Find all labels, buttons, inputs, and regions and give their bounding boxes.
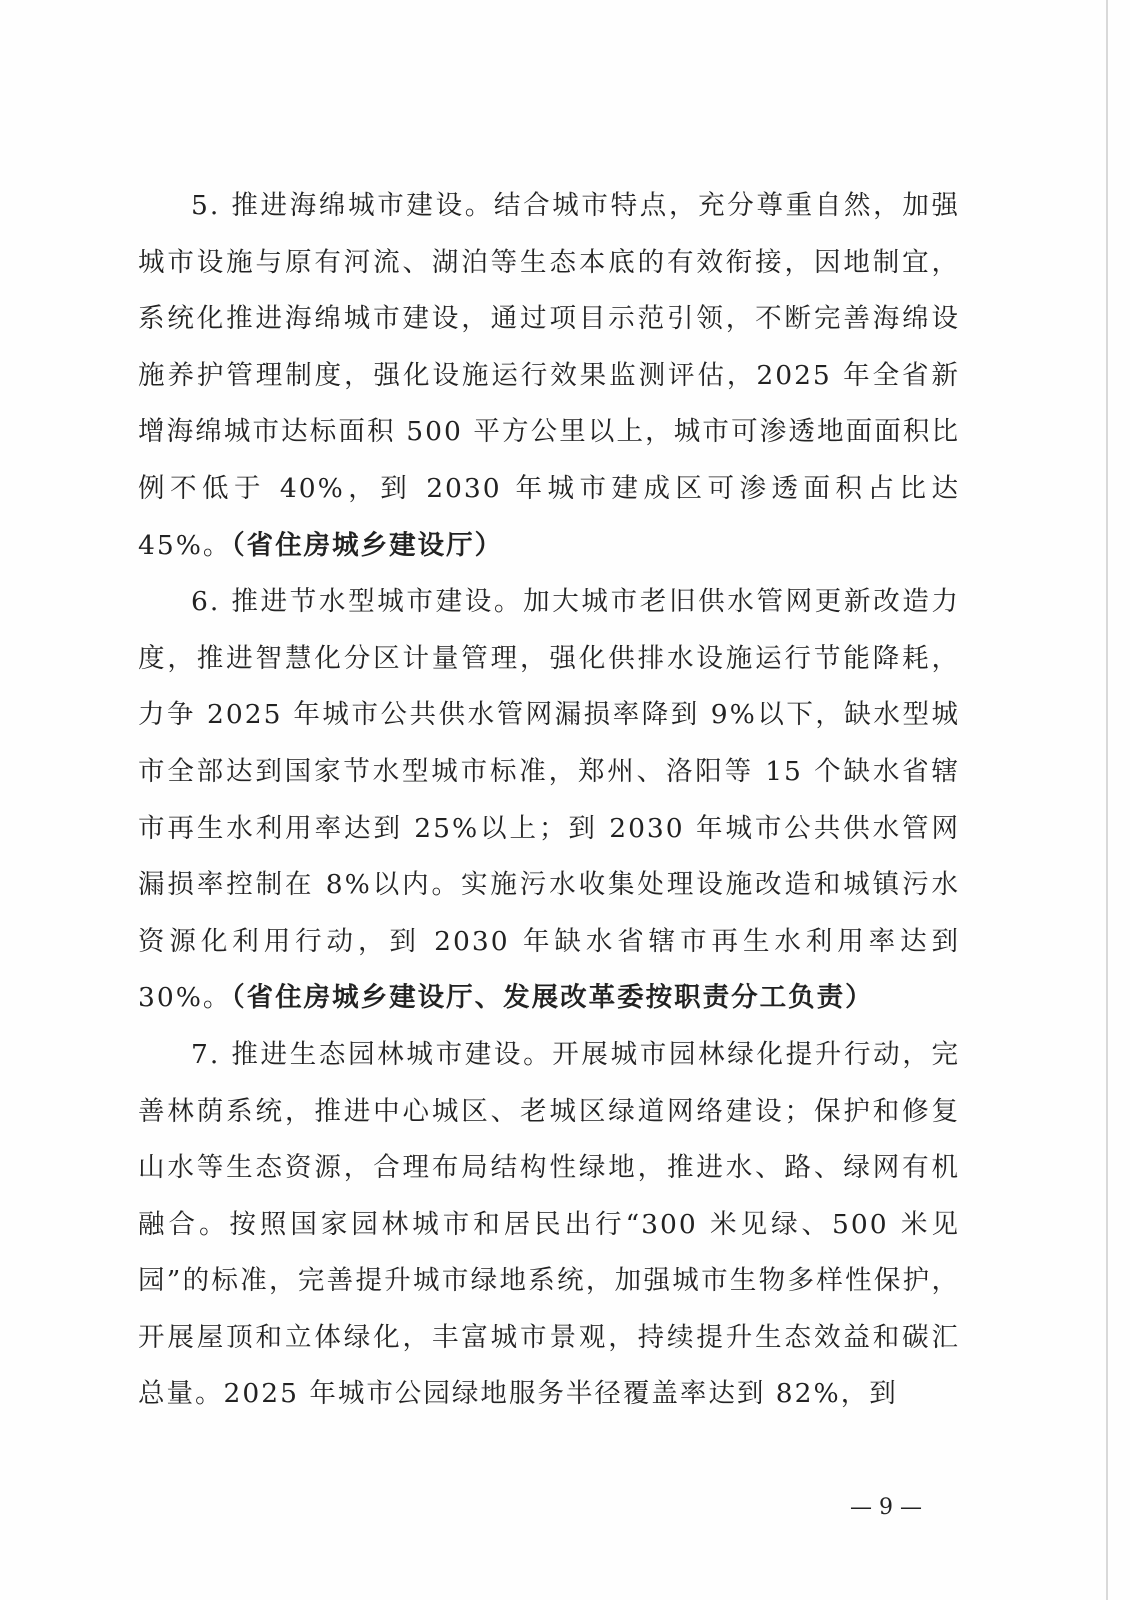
document-body (138, 178, 960, 1423)
page-number: — 9 — (850, 1495, 922, 1520)
paragraph-text: 6. 推进节水型城市建设。加大城市老旧供水管网更新改造力度，推进智慧化分区计量管理，强化供排水设施运行节能降耗，力争 2025 年城市公共供水管网漏损率降到 9%以下，缺水型城市全部达到国家节水型城市标准，郑州、洛阳等 15 个缺水省辖市再生水利用率达到 25%以上；到 2030 年城市公共供水管网漏损率控制在 8%以内。实施污水收集处理设施改造和城镇污水资源化利用行动，到 2030 年缺水省辖市再生水利用率达到 30%。 (138, 586, 960, 1014)
responsible-department: （省住房城乡建设厅） (231, 529, 504, 561)
paragraph-sponge-city (138, 178, 960, 574)
paragraph-water-saving-city (138, 574, 960, 1027)
paragraph-text: 7. 推进生态园林城市建设。开展城市园林绿化提升行动，完善林荫系统，推进中心城区、老城区绿道网络建设；保护和修复山水等生态资源，合理布局结构性绿地，推进水、路、绿网有机融合。按照国家园林城市和居民出行“300 米见绿、500 米见园”的标准，完善提升城市绿地系统，加强城市生物多样性保护，开展屋顶和立体绿化，丰富城市景观，持续提升生态效益和碳汇总量。2025 年城市公园绿地服务半径覆盖率达到 82%，到 (138, 1038, 960, 1410)
paragraph-ecological-garden-city (138, 1027, 960, 1423)
responsible-department: （省住房城乡建设厅、发展改革委按职责分工负责） (231, 982, 874, 1014)
page-edge-line (1106, 0, 1108, 1600)
paragraph-text: 5. 推进海绵城市建设。结合城市特点，充分尊重自然，加强城市设施与原有河流、湖泊等生态本底的有效衔接，因地制宜，系统化推进海绵城市建设，通过项目示范引领，不断完善海绵设施养护管理制度，强化设施运行效果监测评估，2025 年全省新增海绵城市达标面积 500 平方公里以上，城市可渗透地面面积比例不低于 40%，到 2030 年城市建成区可渗透面积占比达 45%。 (138, 190, 960, 561)
